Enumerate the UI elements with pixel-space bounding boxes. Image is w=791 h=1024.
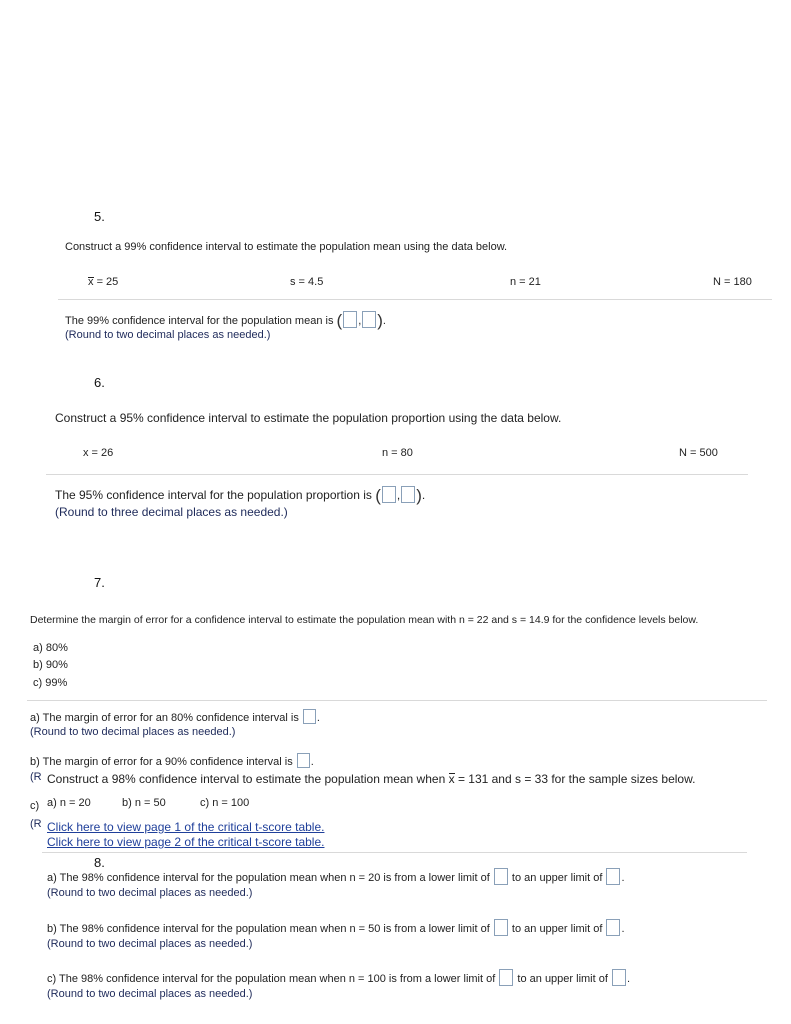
question-6-prompt: Construct a 95% confidence interval to estimate the population proportion using the data below. bbox=[55, 411, 562, 425]
q6-round-note: (Round to three decimal places as needed.) bbox=[55, 505, 288, 519]
q8-a-answer: a) The 98% confidence interval for the population mean when n = 20 is from a lower limit of to an upper limit of . bbox=[47, 868, 625, 885]
question-7-prompt: Determine the margin of error for a confidence interval to estimate the population mean with n = 22 and s = 14.9 for the confidence levels below. bbox=[30, 614, 699, 626]
q8-size-b: b) n = 50 bbox=[122, 797, 166, 809]
question-8-prompt: Construct a 98% confidence interval to estimate the population mean when x = 131 and s = 33 for the sample sizes below. bbox=[47, 772, 696, 786]
q7-level-c: c) 99% bbox=[33, 677, 68, 689]
q5-round-note: (Round to two decimal places as needed.) bbox=[65, 329, 271, 341]
q8-size-a: a) n = 20 bbox=[47, 797, 91, 809]
q6-n-value: n = 80 bbox=[382, 447, 413, 459]
q8-size-c: c) n = 100 bbox=[200, 797, 250, 809]
q7-c-round-stub: (R bbox=[30, 818, 42, 830]
xbar-symbol: x bbox=[88, 276, 94, 288]
divider bbox=[42, 852, 747, 853]
q8-b-upper-input[interactable] bbox=[606, 919, 620, 936]
q5-upper-input[interactable] bbox=[362, 311, 376, 328]
divider bbox=[46, 474, 748, 475]
q8-c-round: (Round to two decimal places as needed.) bbox=[47, 988, 253, 1000]
q7-level-a: a) 80% bbox=[33, 642, 68, 654]
t-table-page-2-link[interactable]: Click here to view page 2 of the critical t-score table. bbox=[47, 835, 325, 849]
q7-b-input[interactable] bbox=[297, 753, 310, 768]
q7-c-stub: c) bbox=[30, 800, 40, 812]
q5-answer-line: The 99% confidence interval for the population mean is ( , ). bbox=[65, 311, 386, 330]
q8-b-answer: b) The 98% confidence interval for the population mean when n = 50 is from a lower limit of to an upper limit of . bbox=[47, 919, 625, 936]
q5-N-value: N = 180 bbox=[713, 276, 752, 288]
q8-b-lower-input[interactable] bbox=[494, 919, 508, 936]
q5-xbar-value: x = 25 bbox=[88, 276, 119, 288]
q7-b-round-stub: (R bbox=[30, 771, 42, 783]
q8-a-round: (Round to two decimal places as needed.) bbox=[47, 887, 253, 899]
q5-lower-input[interactable] bbox=[343, 311, 357, 328]
q6-answer-line: The 95% confidence interval for the population proportion is ( , ). bbox=[55, 486, 426, 505]
q6-upper-input[interactable] bbox=[401, 486, 415, 503]
q8-b-round: (Round to two decimal places as needed.) bbox=[47, 938, 253, 950]
question-8-number: 8. bbox=[94, 855, 105, 870]
q8-a-upper-input[interactable] bbox=[606, 868, 620, 885]
question-6-number: 6. bbox=[94, 375, 105, 390]
q6-N-value: N = 500 bbox=[679, 447, 718, 459]
question-7-number: 7. bbox=[94, 575, 105, 590]
q6-lower-input[interactable] bbox=[382, 486, 396, 503]
q7-a-round: (Round to two decimal places as needed.) bbox=[30, 726, 236, 738]
q8-c-answer: c) The 98% confidence interval for the population mean when n = 100 is from a lower limit of to an upper limit of . bbox=[47, 969, 630, 986]
q6-x-value: x = 26 bbox=[83, 447, 114, 459]
question-5-prompt: Construct a 99% confidence interval to estimate the population mean using the data below. bbox=[65, 241, 508, 253]
t-table-page-1-link[interactable]: Click here to view page 1 of the critical t-score table. bbox=[47, 820, 325, 834]
q7-level-b: b) 90% bbox=[33, 659, 68, 671]
q7-a-answer: a) The margin of error for an 80% confidence interval is . bbox=[30, 709, 320, 724]
divider bbox=[58, 299, 772, 300]
q5-s-value: s = 4.5 bbox=[290, 276, 324, 288]
q8-a-lower-input[interactable] bbox=[494, 868, 508, 885]
q5-n-value: n = 21 bbox=[510, 276, 541, 288]
q7-b-answer: b) The margin of error for a 90% confidence interval is . bbox=[30, 753, 314, 768]
q7-a-input[interactable] bbox=[303, 709, 316, 724]
q8-c-lower-input[interactable] bbox=[499, 969, 513, 986]
divider bbox=[27, 700, 767, 701]
xbar-symbol: x bbox=[448, 772, 455, 786]
question-5-number: 5. bbox=[94, 209, 105, 224]
q8-c-upper-input[interactable] bbox=[612, 969, 626, 986]
